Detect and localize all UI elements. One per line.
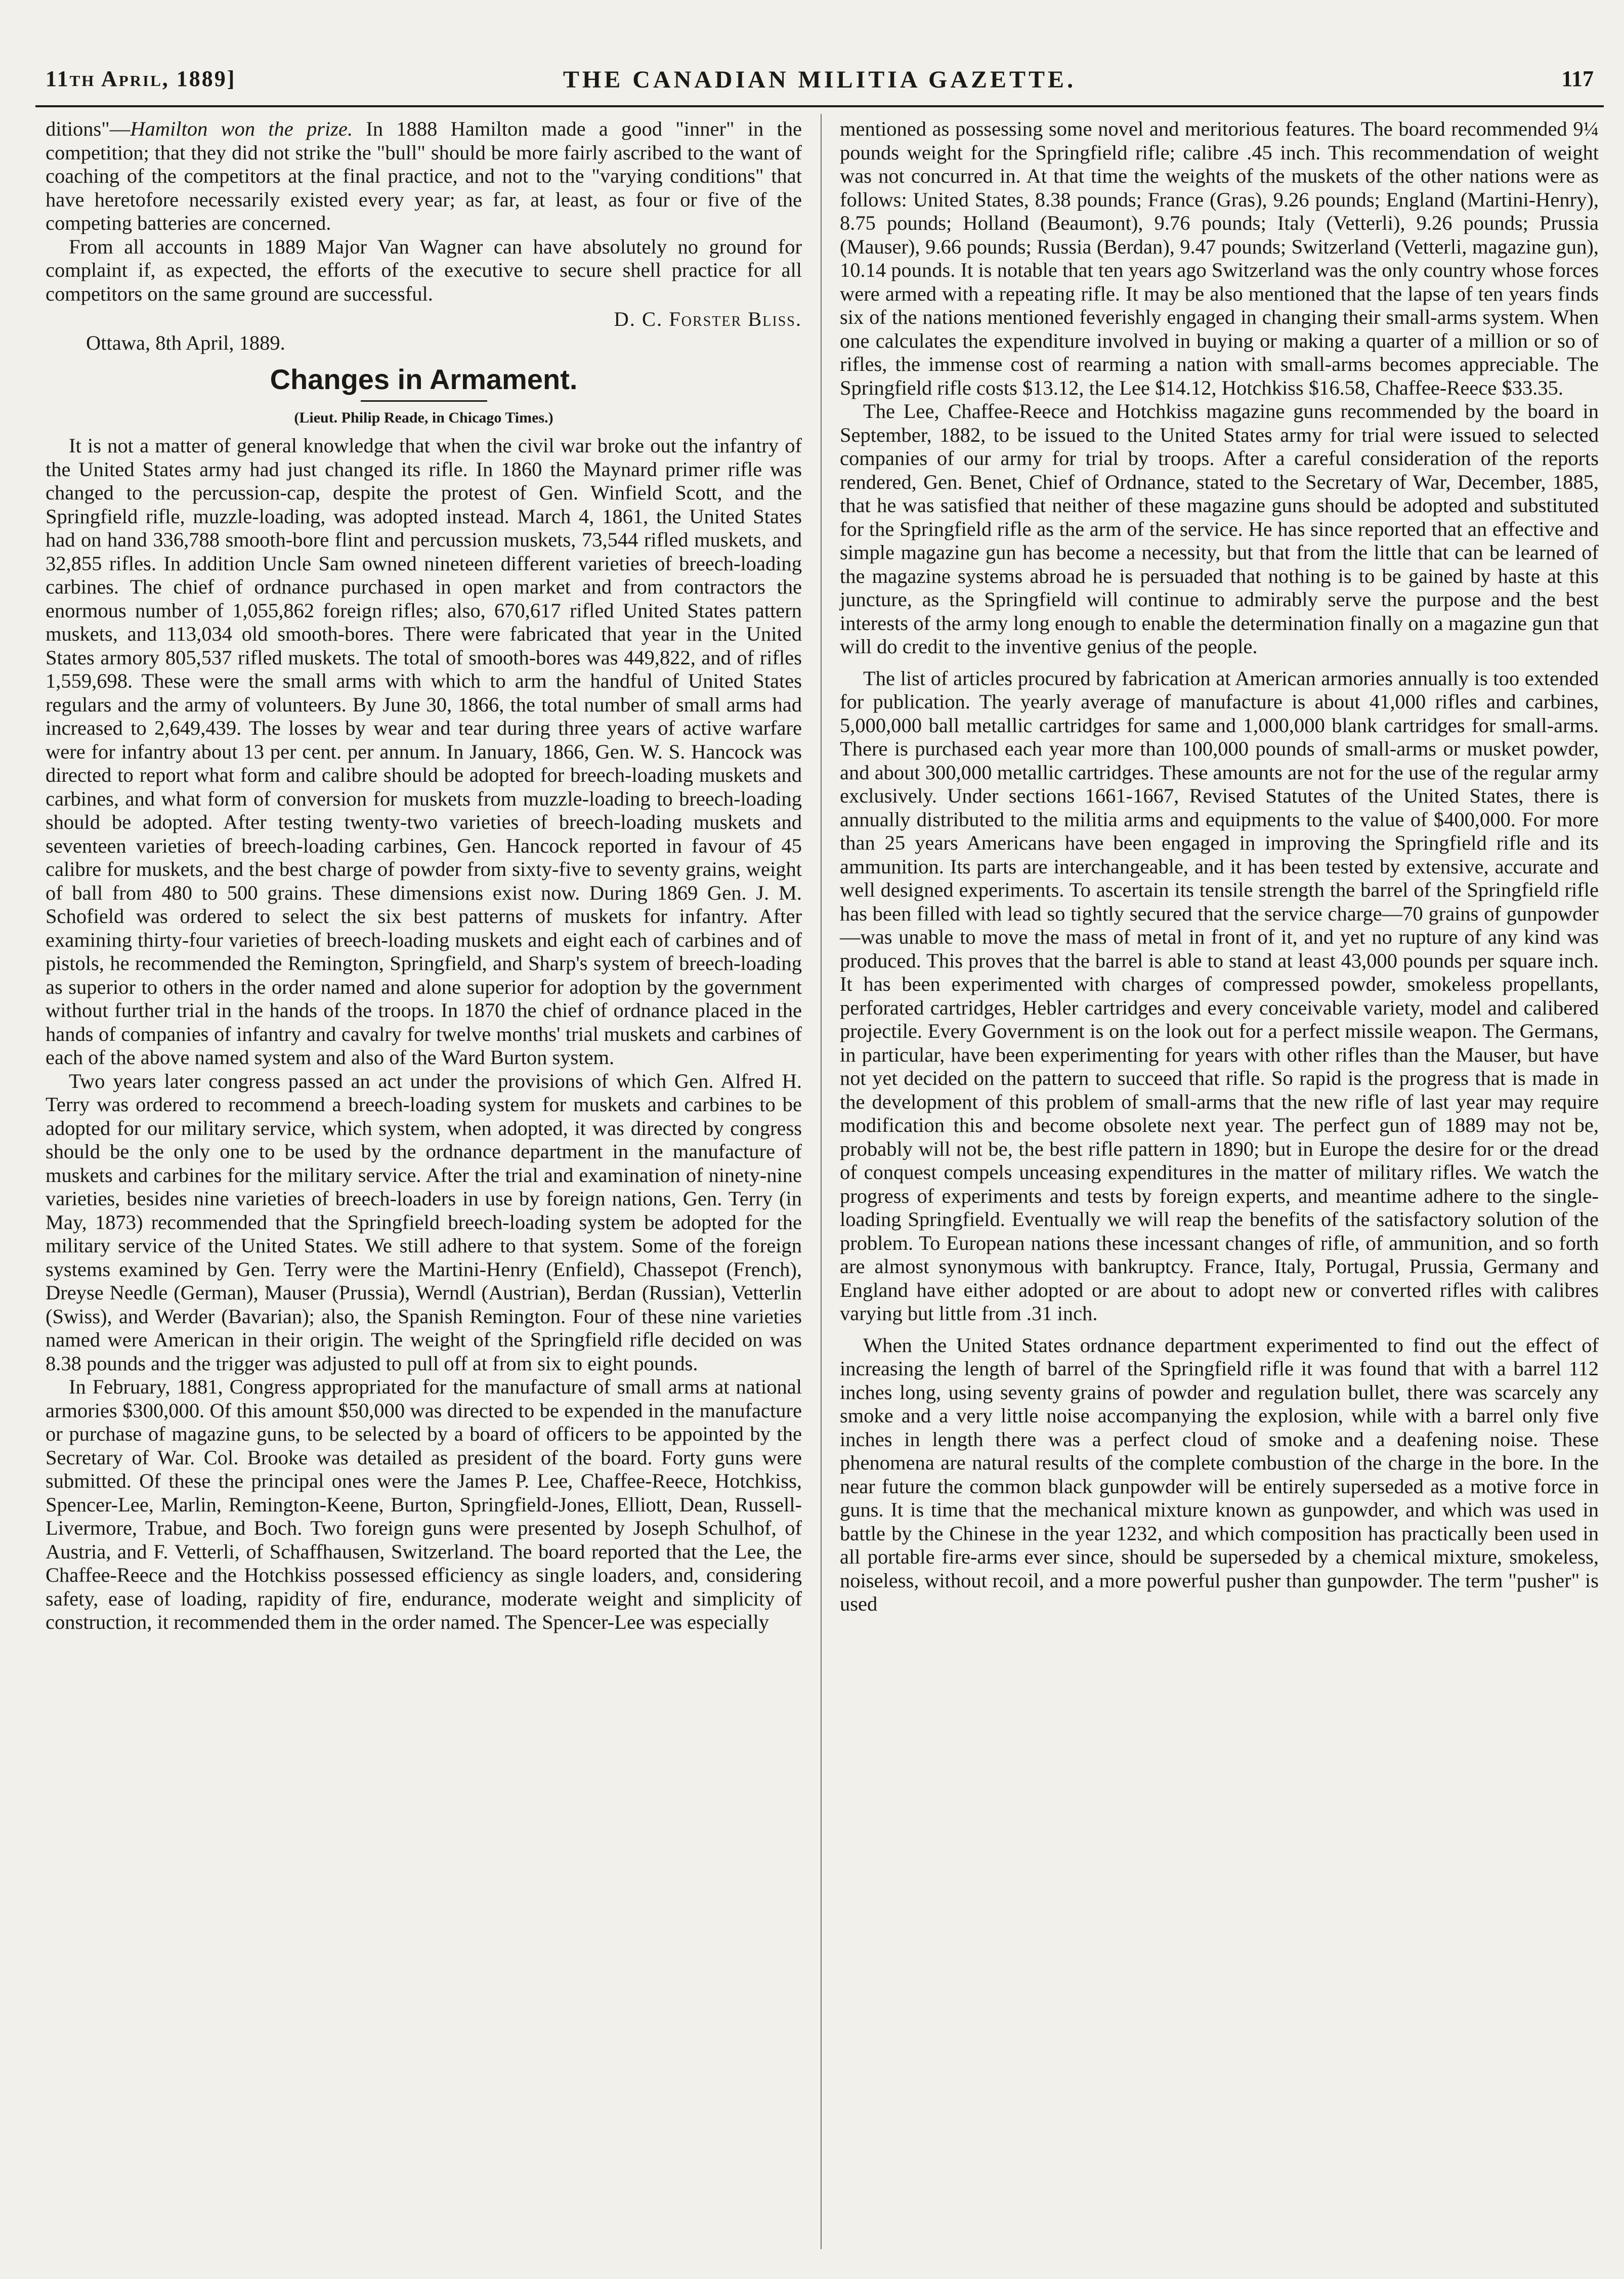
heading-rule: [361, 400, 487, 402]
byline-text: (Lieut. Philip Reade, in Chicago Times.): [294, 409, 553, 426]
paragraph-gap: [840, 1326, 1599, 1334]
paragraph-gap: [840, 659, 1599, 667]
signature: [46, 308, 802, 331]
italic-phrase: Hamilton won the prize.: [130, 117, 353, 140]
paragraph: Two years later congress passed an act under the provisions of which Gen. Alfred H. Terry was ordered to recommend a breech-loading system for muskets and carbines to be adopted for our military service, which system, when adopted, it was directed by congress should be the only one to be used by the ordnance department in the manufacture of muskets and carbines for the military service. After the trial and examination of ninety-nine varieties, besides nine varieties of breech-loaders in use by foreign nations, Gen. Terry (in May, 1873) recommended that the Springfield breech-loading system be adopted for the military service of the United States. We still adhere to that system. Some of the foreign systems examined by Gen. Terry were the Martini-Henry (Enfield), Chassepot (French), Dreyse Needle (German), Mauser (Prussia), Werndl (Austrian), Berdan (Russian), Vetterlin (Swiss), and Werder (Bavarian); also, the Spanish Remington. Four of these nine varieties named were American in their origin. The weight of the Springfield rifle decided on was 8.38 pounds and the trigger was adjusted to pull off at from six to eight pounds.: [46, 1069, 802, 1375]
paragraph: It is not a matter of general knowledge that when the civil war broke out the infantry of the United States army had just changed its rifle. In 1860 the Maynard primer rifle was changed to the percussion-cap, despite the protest of Gen. Winfield Scott, and the Springfield rifle, muzzle-loading, was adopted instead. March 4, 1861, the United States had on hand 336,788 smooth-bore flint and percussion muskets, 73,544 rifled muskets, and 32,855 rifles. In addition Uncle Sam owned nineteen different varieties of breech-loading carbines. The chief of ordnance purchased in open market and from contractors the enormous number of 1,055,862 foreign rifles; also, 670,617 rifled United States pattern muskets, and 113,034 old smooth-bores. There were fabricated that year in the United States armory 805,537 rifled muskets. The total of smooth-bores was 449,822, and of rifles 1,559,698. These were the small arms with which to arm the handful of United States regulars and the army of volunteers. By June 30, 1866, the total number of small arms had increased to 2,649,439. The losses by wear and tear during three years of active warfare were for infantry about 13 per cent. per annum. In January, 1866, Gen. W. S. Hancock was directed to report what form and calibre should be adopted for breech-loading muskets and carbines, and what form of conversion for muskets from muzzle-loading to breech-loading should be adopted. After testing twenty-two varieties of breech-loading muskets and seventeen varieties of breech-loading carbines, Gen. Hancock reported in favour of 45 calibre for muskets, and the best charge of powder from sixty-five to seventy grains, weight of ball from 480 to 500 grains. These dimensions exist now. During 1869 Gen. J. M. Schofield was ordered to select the six best patterns of muskets for infantry. After examining thirty-four varieties of breech-loading muskets and eight each of carbines and of pistols, he recommended the Remington, Springfield, and Sharp's system of breech-loading as superior to others in the order named and alone superior for adoption by the government without further trial in the hands of the troops. In 1870 the chief of ordnance placed in the hands of companies of infantry and cavalry for twelve months' trial muskets and carbines of each of the above named system and also of the Ward Burton system.: [46, 434, 802, 1069]
paragraph-continued: mentioned as possessing some novel and meritorious features. The board recommended 9¼ pounds weight for the Springfield rifle; calibre .45 inch. This recommendation of weight was not concurred in. At that time the weights of the muskets of the other nations were as follows: United States, 8.38 pounds; France (Gras), 9.26 pounds; England (Martini-Henry), 8.75 pounds; Holland (Beaumont), 9.76 pounds; Italy (Vetterli), 9.26 pounds; Prussia (Mauser), 9.66 pounds; Russia (Berdan), 9.47 pounds; Switzerland (Vetterli, magazine gun), 10.14 pounds. It is notable that ten years ago Switzerland was the only country whose forces were armed with a repeating rifle. It may be also mentioned that the lapse of ten years finds six of the nations mentioned feverishly engaged in changing their small-arms system. When one calculates the expenditure involved in buying or making a quarter of a million or so of rifles, the immense cost of rearming a nation with small-arms becomes appreciable. The Springfield rifle costs $13.12, the Lee $14.12, Hotchkiss $16.58, Chaffee-Reece $33.35.: [840, 117, 1599, 399]
signature-name: D. C. Forster Bliss.: [614, 308, 802, 330]
paragraph-continued: [46, 117, 802, 235]
running-head: [46, 66, 1594, 101]
left-column: [46, 117, 802, 1634]
issue-date: 11th April, 1889]: [46, 66, 236, 91]
paragraph: From all accounts in 1889 Major Van Wagner can have absolutely no ground for complaint if, as expected, the efforts of the executive to secure shell practice for all competitors on the same ground are successful.: [46, 235, 802, 305]
publication-title: THE CANADIAN MILITIA GAZETTE.: [563, 66, 1077, 93]
byline: [46, 408, 802, 428]
article-heading: Changes in Armament.: [270, 363, 578, 395]
column-divider: [821, 114, 822, 2249]
page-number: 117: [1561, 66, 1594, 91]
text-run: In 1888 Hamilton made a good "inner" in the competition; that they did not strike the "bull" should be more fairly ascribed to the want of coaching of the competitors at the final practice, and not to the "varying conditions" that have heretofore necessarily existed every year; as far, at least, as four or five of the competing batteries are concerned.: [46, 117, 802, 234]
right-column: [840, 117, 1599, 1616]
paragraph: When the United States ordnance department experimented to find out the effect of increasing the length of barrel of the Springfield rifle it was found that with a barrel 112 inches long, using seventy grains of powder and regulation bullet, there was scarcely any smoke and a very little noise accompanying the explosion, while with a barrel only five inches in length there was a perfect cloud of smoke and a deafening noise. These phenomena are natural results of the complete combustion of the charge in the bore. In the near future the common black gunpowder will be entirely superseded as a motive force in guns. It is time that the mechanical mixture known as gunpowder, and which was used in battle by the Chinese in the year 1232, and which composition has practically been used in all portable fire-arms ever since, should be superseded by a chemical mixture, smokeless, noiseless, without recoil, and a more powerful pusher than gunpowder. The term "pusher" is used: [840, 1333, 1599, 1615]
text-run: ditions"—: [46, 117, 131, 140]
paragraph: The list of articles procured by fabrication at American armories annually is too extended for publication. The yearly average of manufacture is about 41,000 rifles and carbines, 5,000,000 ball metallic cartridges for same and 1,000,000 blank cartridges for small-arms. There is purchased each year more than 100,000 pounds of small-arms or musket powder, and about 300,000 metallic cartridges. These amounts are not for the use of the regular army exclusively. Under sections 1661-1667, Revised Statutes of the United States, there is annually distributed to the militia arms and equipments to the value of $400,000. For more than 25 years Americans have been engaged in improving the Springfield rifle and its ammunition. Its parts are interchangeable, and it has been tested by extensive, accurate and well designed experiments. To ascertain its tensile strength the barrel of the Springfield rifle has been filled with lead so tightly secured that the service charge—70 grains of gunpowder—was unable to move the mass of metal in front of it, and yet no rupture of any kind was produced. This proves that the barrel is able to stand at least 43,000 pounds per square inch. It has been experimented with charges of compressed powder, smokeless propellants, perforated cartridges, Hebler cartridges and every conceivable variety, model and calibered projectile. Every Government is on the look out for a perfect missile weapon. The Germans, in particular, have been experimenting for years with other rifles than the Mauser, but have not yet decided on the pattern to succeed that rifle. So rapid is the progress that is made in the development of this problem of small-arms that the new rifle of last year may require modification this and become obsolete next year. The perfect gun of 1889 may not be, probably will not be, the best rifle pattern in 1890; but in Europe the desire for or the dread of conquest compels unceasing expenditures in the matter of military rifles. We watch the progress of experiments and tests by foreign experts, and meantime adhere to the single-loading Springfield. Eventually we will reap the benefits of the satisfactory solution of the problem. To European nations these incessant changes of rifle, of ammunition, and so forth are almost synonymous with bankruptcy. France, Italy, Portugal, Prussia, Germany and England have either adopted or are about to adopt new or converted rifles with calibres varying but little from .31 inch.: [840, 666, 1599, 1325]
dateline: Ottawa, 8th April, 1889.: [86, 331, 285, 354]
paragraph: The Lee, Chaffee-Reece and Hotchkiss magazine guns recommended by the board in September, 1882, to be issued to the United States army for trial were issued to selected companies of our army for trial by troops. After a careful consideration of the reports rendered, Gen. Benet, Chief of Ordnance, stated to the Secretary of War, December, 1885, that he was satisfied that neither of these magazine guns should be adopted and substituted for the Springfield rifle as the arm of the service. He has since reported that an effective and simple magazine gun has become a necessity, but that from the little that can be learned of the magazine systems abroad he is persuaded that nothing is to be gained by haste at this juncture, as the Springfield will continue to admirably serve the purpose and the best interests of the army long enough to enable the determination finally on a magazine gun that will do credit to the inventive genius of the people.: [840, 400, 1599, 658]
header-rule: [35, 105, 1604, 107]
paragraph: In February, 1881, Congress appropriated for the manufacture of small arms at national armories $300,000. Of this amount $50,000 was directed to be expended in the manufacture or purchase of magazine guns, to be selected by a board of officers to be appointed by the Secretary of War. Col. Brooke was detailed as president of the board. Forty guns were submitted. Of these the principal ones were the James P. Lee, Chaffee-Reece, Hotchkiss, Spencer-Lee, Marlin, Remington-Keene, Burton, Springfield-Jones, Elliott, Dean, Russell-Livermore, Trabue, and Boch. Two foreign guns were presented by Joseph Schulhof, of Austria, and F. Vetterli, of Schaffhausen, Switzerland. The board reported that the Lee, the Chaffee-Reece and the Hotchkiss possessed efficiency as single loaders, and, considering safety, ease of loading, rapidity of fire, endurance, moderate weight and simplicity of construction, it recommended them in the order named. The Spencer-Lee was especially: [46, 1375, 802, 1633]
